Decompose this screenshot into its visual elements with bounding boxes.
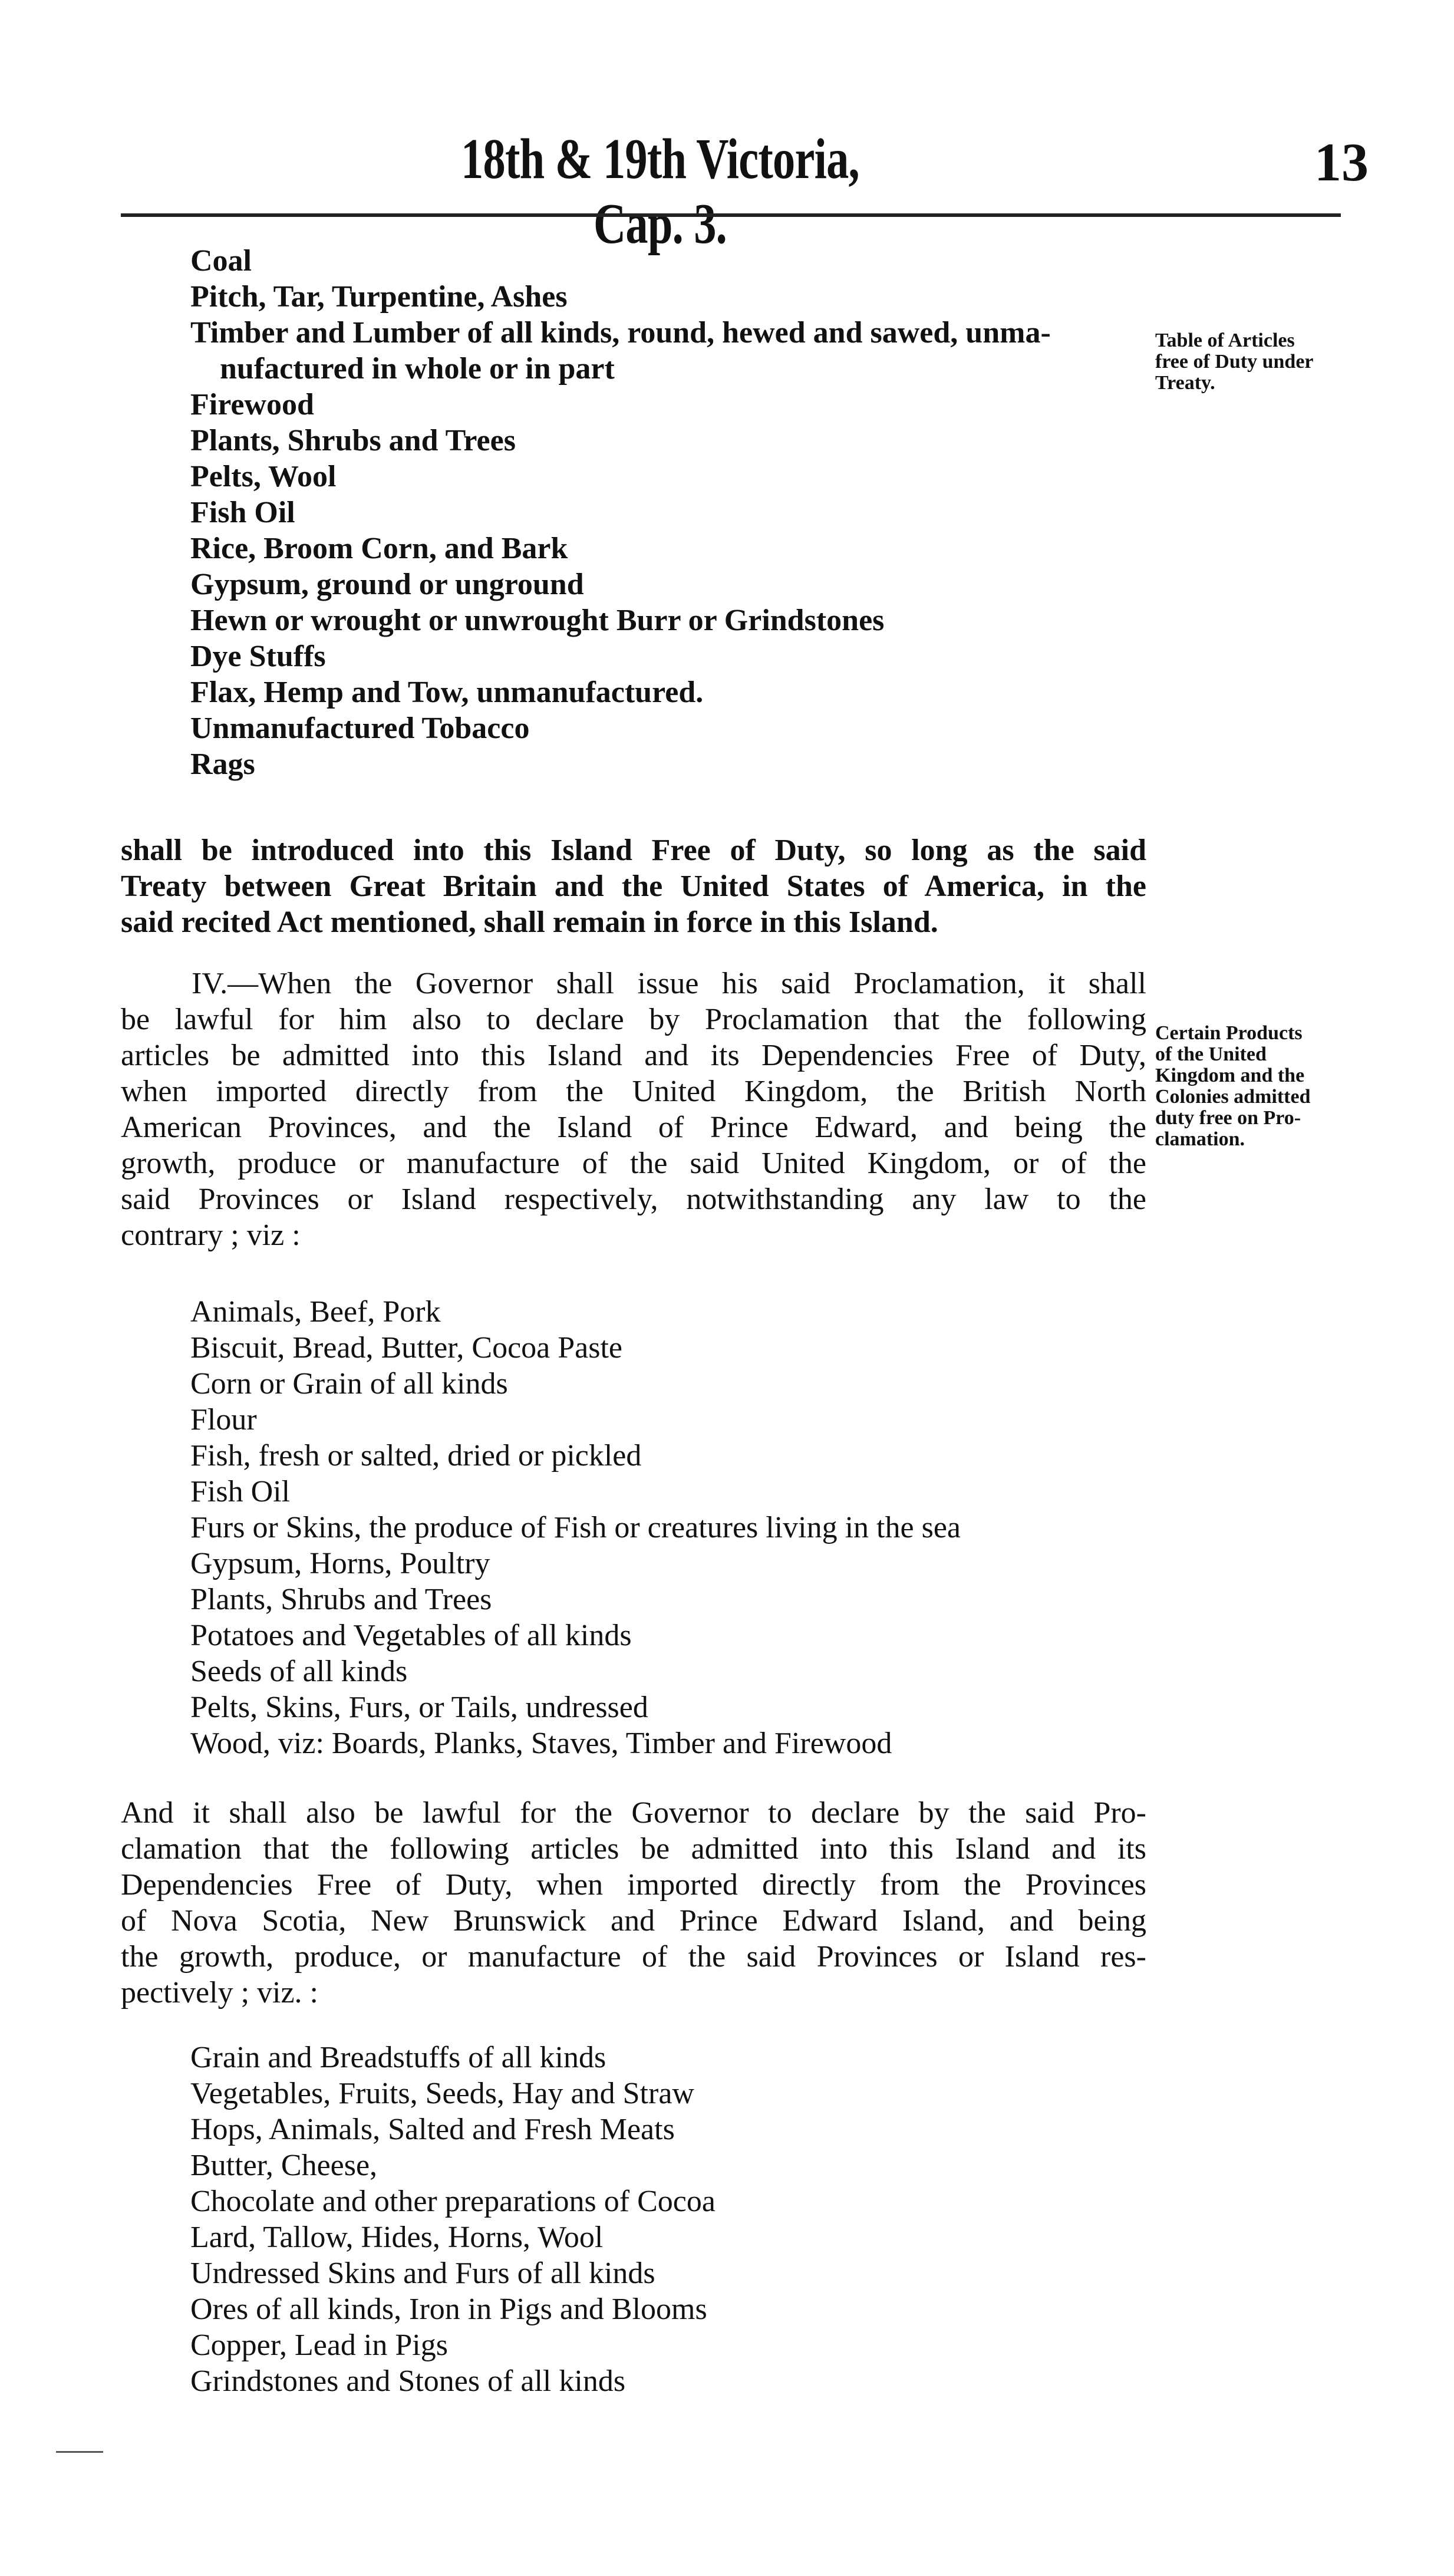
list-item: Flax, Hemp and Tow, unmanufactured.: [190, 676, 704, 709]
margin-note-line: Kingdom and the: [1155, 1065, 1305, 1086]
list-item: Pitch, Tar, Turpentine, Ashes: [190, 280, 568, 314]
paragraph-line: And it shall also be lawful for the Governor to declare by the said Pro-: [121, 1796, 1146, 1830]
paragraph-line: American Provinces, and the Island of Prince Edward, and being the: [121, 1111, 1146, 1144]
page-number: 13: [1314, 132, 1369, 192]
margin-note-line: Certain Products: [1155, 1022, 1303, 1044]
list-item: Corn or Grain of all kinds: [190, 1367, 508, 1401]
list-item: Grindstones and Stones of all kinds: [190, 2364, 626, 2398]
paragraph-line: be lawful for him also to declare by Proclamation that the following: [121, 1003, 1146, 1036]
margin-note-line: free of Duty under: [1155, 351, 1314, 373]
paragraph-line: shall be introduced into this Island Free of Duty, so long as the said: [121, 834, 1146, 867]
margin-note-certain-products: [1155, 1023, 1432, 1150]
list-item: Seeds of all kinds: [190, 1655, 408, 1688]
list-item: Hewn or wrought or unwrought Burr or Grindstones: [190, 604, 885, 637]
paragraph-line: of Nova Scotia, New Brunswick and Prince Edward Island, and being: [121, 1904, 1146, 1938]
paragraph-line: pectively ; viz. :: [121, 1976, 319, 2010]
list-item: Fish Oil: [190, 1475, 291, 1508]
list-item: Lard, Tallow, Hides, Horns, Wool: [190, 2221, 604, 2254]
list-item: Pelts, Skins, Furs, or Tails, undressed: [190, 1691, 648, 1724]
margin-note-table-of-articles: [1155, 330, 1432, 394]
paragraph-line: growth, produce or manufacture of the said United Kingdom, or of the: [121, 1147, 1146, 1180]
paragraph-line: Treaty between Great Britain and the United States of America, in the: [121, 869, 1146, 903]
list-item: Copper, Lead in Pigs: [190, 2328, 448, 2362]
list-item: nufactured in whole or in part: [220, 352, 615, 386]
uk-products-list: [190, 1294, 961, 1761]
margin-note-line: Treaty.: [1155, 372, 1215, 394]
paragraph-line: clamation that the following articles be admitted into this Island and its: [121, 1832, 1146, 1866]
page-header-title: 18th & 19th Victoria, Cap. 3.: [461, 127, 859, 256]
list-item: Plants, Shrubs and Trees: [190, 424, 516, 457]
list-item: Chocolate and other preparations of Cocoa: [190, 2185, 716, 2218]
list-item: Plants, Shrubs and Trees: [190, 1583, 492, 1616]
list-item: Flour: [190, 1403, 257, 1437]
paragraph-line: said recited Act mentioned, shall remain in force in this Island.: [121, 905, 938, 939]
list-item: Vegetables, Fruits, Seeds, Hay and Straw: [190, 2077, 694, 2110]
list-item: Wood, viz: Boards, Planks, Staves, Timber and Firewood: [190, 1727, 892, 1760]
list-item: Fish Oil: [190, 496, 295, 529]
list-item: Ores of all kinds, Iron in Pigs and Blooms: [190, 2292, 707, 2326]
treaty-articles-list: [190, 243, 1051, 782]
list-item: Animals, Beef, Pork: [190, 1295, 441, 1329]
paragraph-line: contrary ; viz :: [121, 1218, 301, 1252]
treaty-paragraph: [121, 832, 1146, 940]
margin-note-line: Colonies admitted: [1155, 1086, 1311, 1108]
list-item: Gypsum, ground or unground: [190, 568, 584, 601]
list-item: Coal: [190, 244, 252, 278]
provinces-products-list: [190, 2040, 716, 2399]
list-item: Potatoes and Vegetables of all kinds: [190, 1619, 632, 1652]
header-rule: [121, 213, 1341, 217]
list-item: Fish, fresh or salted, dried or pickled: [190, 1439, 642, 1473]
list-item: Rice, Broom Corn, and Bark: [190, 532, 568, 565]
margin-note-line: of the United: [1155, 1043, 1267, 1065]
list-item: Hops, Animals, Salted and Fresh Meats: [190, 2113, 675, 2146]
list-item: Undressed Skins and Furs of all kinds: [190, 2257, 655, 2290]
paragraph-line: IV.—When the Governor shall issue his said Proclamation, it shall: [192, 967, 1146, 1000]
paragraph-line: when imported directly from the United Kingdom, the British North: [121, 1075, 1146, 1108]
list-item: Biscuit, Bread, Butter, Cocoa Paste: [190, 1331, 623, 1365]
list-item: Pelts, Wool: [190, 460, 337, 493]
footer-rule: [56, 2451, 103, 2453]
list-item: Gypsum, Horns, Poultry: [190, 1547, 490, 1580]
provinces-paragraph: [121, 1795, 1146, 2011]
list-item: Grain and Breadstuffs of all kinds: [190, 2041, 606, 2074]
paragraph-line: articles be admitted into this Island and its Dependencies Free of Duty,: [121, 1039, 1146, 1072]
list-item: Dye Stuffs: [190, 640, 326, 673]
paragraph-line: the growth, produce, or manufacture of the said Provinces or Island res-: [121, 1940, 1146, 1974]
list-item: Unmanufactured Tobacco: [190, 711, 530, 745]
list-item: Furs or Skins, the produce of Fish or creatures living in the sea: [190, 1511, 961, 1544]
margin-note-line: Table of Articles: [1155, 330, 1295, 351]
paragraph-line: Dependencies Free of Duty, when imported directly from the Provinces: [121, 1868, 1146, 1902]
margin-note-line: clamation.: [1155, 1128, 1245, 1150]
list-item: Rags: [190, 747, 255, 781]
paragraph-line: said Provinces or Island respectively, notwithstanding any law to the: [121, 1182, 1146, 1216]
list-item: Firewood: [190, 388, 314, 421]
section-iv-paragraph: [121, 966, 1146, 1253]
list-item: Butter, Cheese,: [190, 2149, 378, 2182]
margin-note-line: duty free on Pro-: [1155, 1107, 1301, 1129]
list-item: Timber and Lumber of all kinds, round, hewed and sawed, unma-: [190, 316, 1051, 350]
